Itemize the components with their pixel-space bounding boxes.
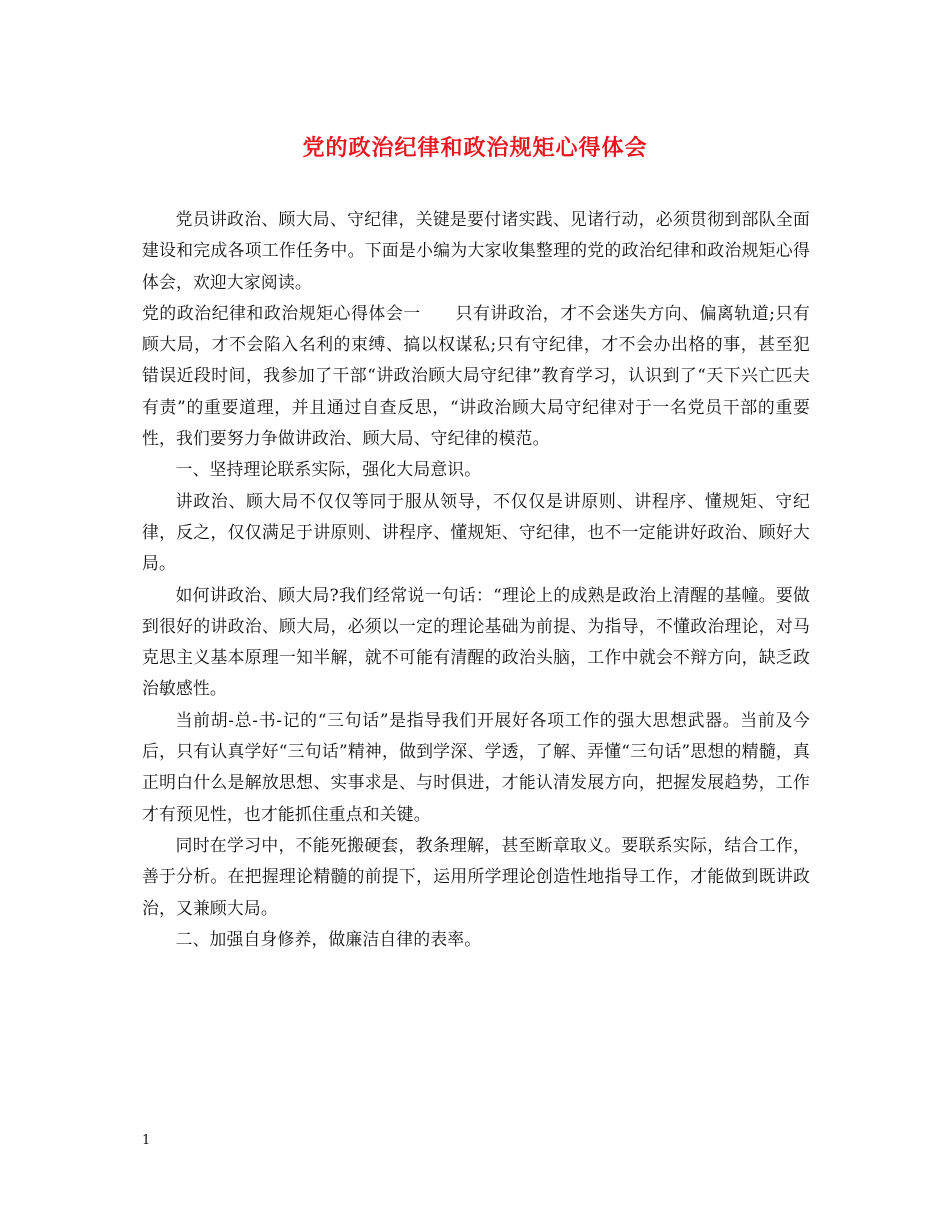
paragraph: 同时在学习中，不能死搬硬套，教条理解，甚至断章取义。要联系实际，结合工作，善于分析。在把握理论精髓的前提下，运用所学理论创造性地指导工作，才能做到既讲政治，又兼顾大局。 <box>142 834 810 918</box>
paragraph: 党员讲政治、顾大局、守纪律，关键是要付诸实践、见诸行动，必须贯彻到部队全面建设和完成各项工作任务中。下面是小编为大家收集整理的党的政治纪律和政治规矩心得体会，欢迎大家阅读。 <box>142 209 810 292</box>
paragraph: 讲政治、顾大局不仅仅等同于服从领导，不仅仅是讲原则、讲程序、懂规矩、守纪律，反之，仅仅满足于讲原则、讲程序、懂规矩、守纪律，也不一定能讲好政治、顾好大局。 <box>142 490 810 574</box>
document-title: 党的政治纪律和政治规矩心得体会 <box>302 135 648 161</box>
document-body <box>142 204 810 955</box>
page-number: 1 <box>142 1133 151 1148</box>
paragraph: 当前胡-总-书-记的“三句话”是指导我们开展好各项工作的强大思想武器。当前及今后，只有认真学好“三句话”精神，做到学深、学透，了解、弄懂“三句话”思想的精髓，真正明白什么是解放思想、实事求是、与时俱进，才能认清发展方向，把握发展趋势，工作才有预见性，也才能抓住重点和关键。 <box>142 709 810 824</box>
paragraph: 一、坚持理论联系实际，强化大局意识。 <box>175 459 482 480</box>
paragraph: 党的政治纪律和政治规矩心得体会一 只有讲政治，才不会迷失方向、偏离轨道;只有顾大局，才不会陷入名利的束缚、搞以权谋私;只有守纪律，才不会办出格的事，甚至犯错误近段时间，我参加了干部“讲政治顾大局守纪律”教育学习，认识到了“天下兴亡匹夫有责”的重要道理，并且通过自查反思，“讲政治顾大局守纪律对于一名党员干部的重要性，我们要努力争做讲政治、顾大局、守纪律的模范。 <box>142 302 810 449</box>
paragraph: 二、加强自身修养，做廉洁自律的表率。 <box>175 928 482 949</box>
paragraph: 如何讲政治、顾大局?我们经常说一句话：“理论上的成熟是政治上清醒的基幢。要做到很好的讲政治、顾大局，必须以一定的理论基础为前提、为指导，不懂政治理论，对马克思主义基本原理一知半解，就不可能有清醒的政治头脑，工作中就会不辩方向，缺乏政治敏感性。 <box>142 584 810 699</box>
